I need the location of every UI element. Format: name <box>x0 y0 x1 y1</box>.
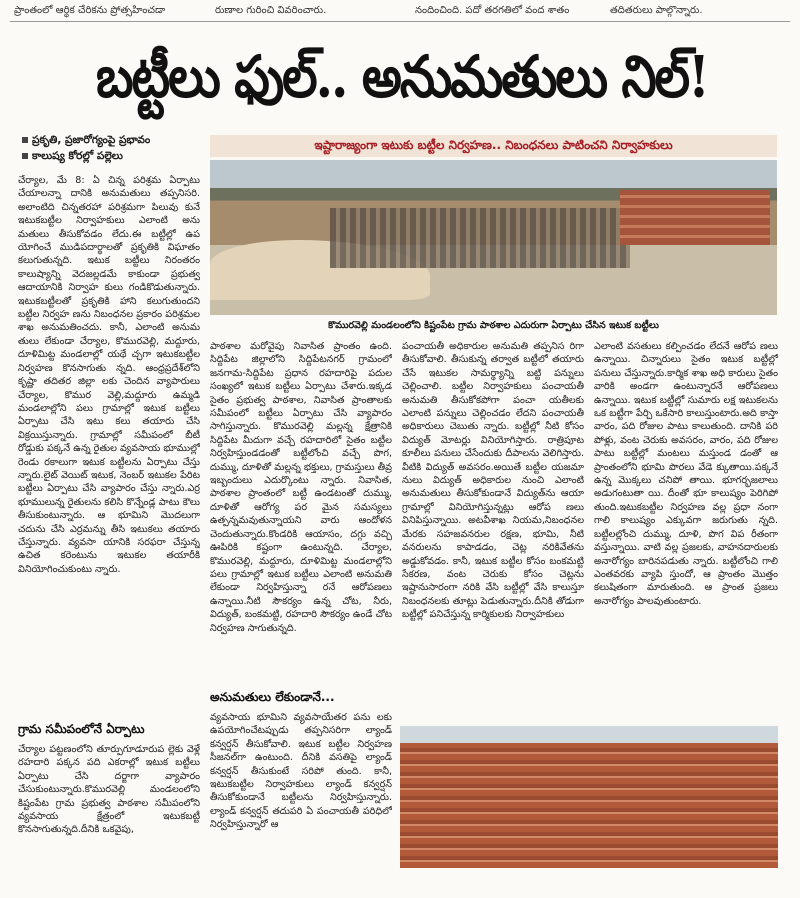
article-paragraph: పాఠశాల మరోవైపు నివాసిత ప్రాంతం ఉంది. సిద్దిపేట జిల్లాలోని సిద్దిపేటనగర్ గ్రామంలో జనగామ-సిద్దిపేట ప్రధాన రహదారిపై పదుల సంఖ్యలో ఇటుక బట్టీలు ఏర్పాటు చేశారు.ఇక్కడ సైతం ప్రభుత్వ పాఠశాల, నివాసిత ప్రాంతాలకు సమీపంలో బట్టీలు ఏర్పాటు చేసి వ్యాపారం సాగిస్తున్నారు. కొమురవెల్లి మల్లన్న క్షేత్రానికి సిద్దిపేట మీదుగా వచ్చే రహదారిలో సైతం బట్టీల నిర్వహిస్తుండడంతో బట్టీలోంచి వచ్చే పొగ, దుమ్ము, దూళితో మల్లన్న భక్తులు, గ్రామస్తులు తీవ్ర ఇబ్బందులు ఎదుర్కొంటు న్నారు. నివాసిత, పాఠశాల ప్రాంతంలో బట్టీ ఉండటంతో దుమ్ము, దూళితో ఆరోగ్య పర మైన సమస్యలు ఉత్పన్నమవుతున్నాయని వారు ఆందోళన చెందుతున్నారు.కొండరికి ఆయాసం, దగ్గు వచ్చి ఊపిరికి కష్టంగా ఉంటున్నది. చేర్యాల, కొమురవెల్లి, మద్దూరు, దూళిమిట్ట మండలాల్లోని పలు గ్రామాల్లో ఇటుక బట్టీలు ఎలాంటి అనుమతి లేకుండా నిర్వహిస్తున్నా రనే ఆరోపణలు ఉన్నాయి.నీటి సౌకర్యం ఉన్న చోట, నీరు, విద్యుత్, బంకమట్టి, రహదారి సౌకర్యం ఉండే చోట నిర్వహణ సాగుతున్నది. <box>210 341 392 634</box>
top-strip-col1: ప్రాంతంలో ఆర్థిక చేరికను ప్రోత్సహించడా <box>14 5 166 16</box>
top-strip <box>0 0 800 20</box>
article-paragraph: ఎలాంటి వసతులు కల్పించడం లేదనే ఆరోప ణలు ఉన్నాయి. చిన్నారులు సైతం ఇటుక బట్టీల్లో పనులు చేస్తున్నారు.కార్మిక శాఖ అధి కారులు సైతం వారికి అండగా ఉంటున్నారనే ఆరోపణలు ఉన్నాయి. ఇటుక బట్టీల్లో సుమారు లక్ష ఇటుకలను ఒక బట్టీగా పేర్చి ఒకేసారి కాలుస్తుంటారు.అది కాస్తా వారం, పది రోజుల పాటు కాలుతుంది. దానికి పరి పోళ్లు, వంట చెరుకు అవసరం, వారం, పది రోజుల పాటు బట్టీల్లో మంటలు మస్తుండ డంతో ఆ ప్రాంతంలోని భూమి పొరలు వేడె క్కుతాయి.పక్కనే ఉన్న మొక్కలు చనిపో తాయి. భూగర్భజలాలు అడుగంటుతా యి. దీంతో భూ కాలుష్యం పెరిగిపో తుంది.ఇటుకబట్టీల నిర్వహణ వల్ల ప్రధా నంగా గాలి కాలుష్యం ఎక్కువగా జరుగుతు న్నది. బట్టీలల్లోంచి దుమ్ము, దూళి, పొగ విప రీతంగా వస్తున్నాయి. వాటి వల్ల ప్రజలకు, వాహనదారులకు అనారోగ్యం బారినపడుతు న్నారు. బట్టీలోంచి గాలి ఎంతవరకు వ్యాపి స్తుందో, ఆ ప్రాంతం మొత్తం కలుషితంగా మారుతుంది. ఆ ప్రాంత ప్రజలు అనారోగ్యం పాలవుతుంటారు. <box>594 341 778 607</box>
column-2 <box>210 340 392 690</box>
article-paragraph: వ్యవసాయ భూమిని వ్యవసాయేతర పను లకు ఉపయోగించేటప్పుడు తప్పనిసరిగా ల్యాండ్ కన్వర్షన్ తీసుకోవాలి. ఇటుక బట్టీల నిర్వహణ సీజనల్‌గా ఉంటుంది. దీనికి వసతిపై ల్యాండ్ కన్వర్షన్ తీసుకుంటే సరిపో తుంది. కానీ, ఇటుకబట్టీల నిర్వాహకులు ల్యాండ్ కన్వర్షన్ తీసుకోకుండానే బట్టీలను నిర్వహిస్తున్నారు. ల్యాండ్ కన్వర్షన్ తదుపరి ఏ పంచాయతీ పరిధిలో నిర్వహిస్తున్నారో ఆ <box>210 712 392 831</box>
section-subhead: గ్రామ సమీపంలోనే ఏర్పాటు <box>18 722 145 736</box>
column-1 <box>18 174 200 724</box>
column-2-section <box>210 690 392 861</box>
column-4 <box>594 340 778 722</box>
top-strip-col2: రుణాల గురించి వివరించారు. <box>215 5 327 16</box>
top-strip-col3: నందించింది. పదో తరగతిలో వంద శాతం <box>415 5 570 16</box>
bullet-item: ప్రకృతి, ప్రజారోగ్యంపై ప్రభావం <box>20 132 200 148</box>
photo-banner: ఇష్టారాజ్యంగా ఇటుకు బట్టీల నిర్వహణ.. నిబంధనలు పాటించని నిర్వాహకులు <box>210 135 777 157</box>
article-paragraph: పంచాయతీ అధికారుల అనుమతి తప్పనిస రిగా తీసుకోవాలి. తీసుకున్న తర్వాత బట్టీలో తయారు చేసే ఇటుకల సామర్థ్యాన్ని బట్టి పన్నులు చెల్లించాలి. బట్టీల నిర్వాహకులు పంచాయతీ అనుమతి తీసుకోకపోగా పంచా యతీలకు ఎలాంటి పన్నులు చెల్లించడం లేదని పంచాయతీ అధికారులు చెబుతు న్నారు. బట్టీల్లో నీటి కోసం విద్యుత్ మోటర్లు వినియోగిస్తారు. రాత్రిపూట కూలీలు పనులు చేసేందుకు దీపాలను వెలిగిస్తారు. వీటికి విద్యుత్ అవసరం.అయితే బట్టీల యజమా నులు విద్యుత్ అధికారుల నుంచి ఎలాంటి అనుమతులు తీసుకోకుండానే విద్యుత్‌ను ఆయా గ్రామాల్లో వినియోగిస్తున్నట్లు ఆరోప ణలు వినిపిస్తున్నాయి. అటవీశాఖ నియమ,నిబంధనల మేరకు సహజవనరుల రక్షణ, భూమి, నీటి వనరులను కాపాడడం, చెట్ల నరికివేతను అడ్డుకోవడం. కానీ, ఇటుక బట్టీల కోసం బంకమట్టి సేకరణ, వంట చెరుకు కోసం చెట్లను ఇష్టానుసారంగా నరికి వేసి బట్టీల్లో వేసి కాలుస్తూ నిబంధనలకు తూట్లు పెడుతున్నారు.దీనికి తోడుగా బట్టీల్లో పనిచేస్తున్న కార్మికులకు నిర్వాహకులు <box>402 341 584 621</box>
top-strip-col4: తదితరులు పాల్గొన్నారు. <box>610 5 703 16</box>
bullet-list <box>20 132 200 164</box>
article-paragraph: చేర్యాల పట్టణంలోని తూర్పుగూడూరుప ల్లెకు వెళ్లే రహదారి పక్కన పది ఎకరాల్లో ఇటుక బట్టీలు ఏర్పాటు చేసి దర్జాగా వ్యాపారం చేసుకుంటున్నారు.కొమురవెల్లి మండలంలోని కిష్టంపేట గ్రామ ప్రభుత్వ పాఠశాల సమీపంలోని వ్యవసాయ క్షేత్రంలో ఇటుకబట్టీ కొనసాగుతున్నది.దీనికి ఒకవైపు, <box>18 744 200 836</box>
headline: బట్టీలు ఫుల్.. అనుమతులు నిల్! <box>96 42 708 111</box>
brick-stack-photo <box>400 726 778 868</box>
column-3 <box>402 340 584 722</box>
column-1-section <box>18 722 200 889</box>
brick-kiln-photo <box>210 160 777 315</box>
top-divider <box>10 21 790 22</box>
article-paragraph: చేర్యాల, మే 8: ఏ చిన్న పరిశ్రమ ఏర్పాటు చేయాలన్నా దానికి అనుమతులు తప్పనిసరి. అలాంటిది చిన్నతరహా పరిశ్రమగా పిలువు కునే ఇటుకబట్టీల నిర్వాహకులు ఎలాంటి అను మతులు తీసుకోవడం లేదు.ఈ బట్టీల్లో ఉప యోగించే ముడిపదార్థాలతో ప్రకృతికి విఘాతం కలుగుతున్నది. ఇటుక బట్టీలు నిరంతరం కాలుష్యాన్ని వెదజల్లడమే కాకుండా ప్రభుత్వ ఆదాయానికి నిర్వాహ కులు గండికొడుతున్నారు. ఇటుకబట్టీలతో ప్రకృతికి హాని కలుగుతుందని బట్టీల నిర్వహ ణను నిబంధనల ప్రకారం పరిశ్రమల శాఖ అనుమతించదు. కానీ, ఎలాంటి అనుమ తులు లేకుండా చేర్యాల, కొమురవెల్లి, మద్దూరు, దూళిమిట్ట మండలాల్లో యథే చ్చగా ఇటుకబట్టీల నిర్వహణ కొనసాగుతు న్నది. ఆంధ్రప్రదేశ్‌లోని కృష్ణా తదితర జిల్లా లకు చెందిన వ్యాపారులు చేర్యాల, కొముర వెల్లి,మద్దూరు ఉమ్మడి మండలాల్లోని పలు గ్రామాల్లో ఇటుక బట్టీలు ఏర్పాటు చేసి ఇటు కలు తయారు చేసి విక్రయిస్తున్నారు. గ్రామాల్లో సమీపంలో బీటీ రోడ్డుకు పక్కనే ఉన్న రైతుల వ్యవసాయ భూముల్లో రెండు రకాలుగా ఇటుక బట్టీలను ఏర్పాటు చేస్తు న్నారు.లైట్ వెయిట్ ఇటుక, నెంబర్ ఇటుకల పేరిట బట్టీలు ఏర్పాటు చేసి వ్యాపారం చేస్తు న్నారు.ఎర్ర భూములున్న రైతులను కలిసి కొన్నేండ్ల పాటు కౌలు తీసుకుంటున్నారు. ఆ భూమిని మొదలుగా చదును చేసి ఎర్రమన్ను తీసి ఇటుకలు తయారు చేస్తున్నారు. వ్యవసా యానికి సరఫరా చేస్తున్న ఉచిత కరెంటును ఇటుకల తయారీకి వినియోగించుకుంటు న్నారు. <box>18 175 200 575</box>
section-subhead: అనుమతులు లేకుండానే... <box>210 690 335 704</box>
photo-caption: కొమురవెల్లి మండలంలోని కిష్టంపేట గ్రామ పాఠశాల ఎదురుగా ఏర్పాటు చేసిన ఇటుక బట్టీలు <box>328 320 659 331</box>
bullet-item: కాలుష్య కోరల్లో పల్లెలు <box>20 148 200 164</box>
